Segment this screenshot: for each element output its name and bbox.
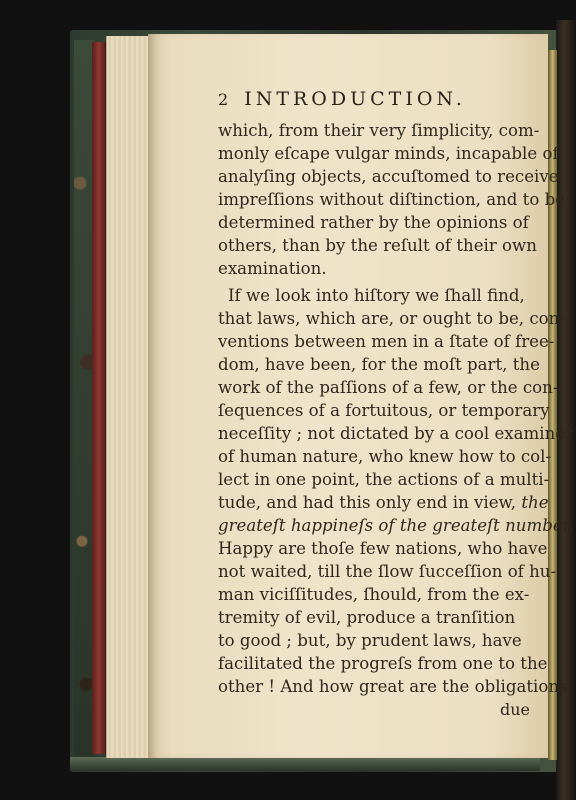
page-stack — [106, 36, 153, 758]
text-line: other ! And how great are the obligations — [218, 677, 568, 696]
running-head-title: INTRODUCTION. — [244, 88, 466, 110]
text-line: neceſſity ; not dictated by a cool examiner — [218, 424, 574, 443]
text-line: to good ; but, by prudent laws, have — [218, 631, 522, 650]
text-line: which, from their very ſimplicity, com- — [218, 121, 540, 140]
text-line: dom, have been, for the moſt part, the — [218, 355, 540, 374]
text-line: man viciſſitudes, ſhould, from the ex- — [218, 585, 530, 604]
red-binding-strip — [92, 42, 106, 754]
cover-bottom-edge — [70, 757, 540, 771]
text-line: monly eſcape vulgar minds, incapable of — [218, 144, 559, 163]
text-line: analyſing objects, accuſtomed to receive — [218, 167, 559, 186]
text-line: that laws, which are, or ought to be, con- — [218, 309, 565, 328]
text-line: facilitated the progreſs from one to the — [218, 654, 548, 673]
text-line: of human nature, who knew how to col- — [218, 447, 552, 466]
running-head — [218, 88, 536, 118]
italic-text: the — [521, 493, 549, 512]
text-line: tremity of evil, produce a tranſition — [218, 608, 516, 627]
italic-text-line: greateſt happineſs of the greateſt number. — [218, 516, 575, 535]
text-line: others, than by the reſult of their own — [218, 236, 537, 255]
text-line — [218, 492, 549, 514]
text-line: determined rather by the opinions of — [218, 213, 529, 232]
text-line: examination. — [218, 259, 327, 278]
text-line: work of the paſſions of a few, or the con- — [218, 378, 559, 397]
text-line: lect in one point, the actions of a multi- — [218, 470, 550, 489]
text-line: ſequences of a fortuitous, or temporary — [218, 401, 550, 420]
text-line: impreſſions without diſtinction, and to be — [218, 190, 566, 209]
text-span: tude, and had this only end in view, — [218, 493, 517, 512]
text-line: Happy are thoſe few nations, who have — [218, 539, 548, 558]
marbled-binding — [74, 40, 94, 756]
text-line: If we look into hiſtory we ſhall find, — [228, 286, 525, 305]
catchword: due — [500, 700, 531, 719]
text-line: not waited, till the ſlow ſucceſſion of hu- — [218, 562, 557, 581]
page-number: 2 — [218, 90, 229, 109]
text-line: ventions between men in a ſtate of free- — [218, 332, 555, 351]
